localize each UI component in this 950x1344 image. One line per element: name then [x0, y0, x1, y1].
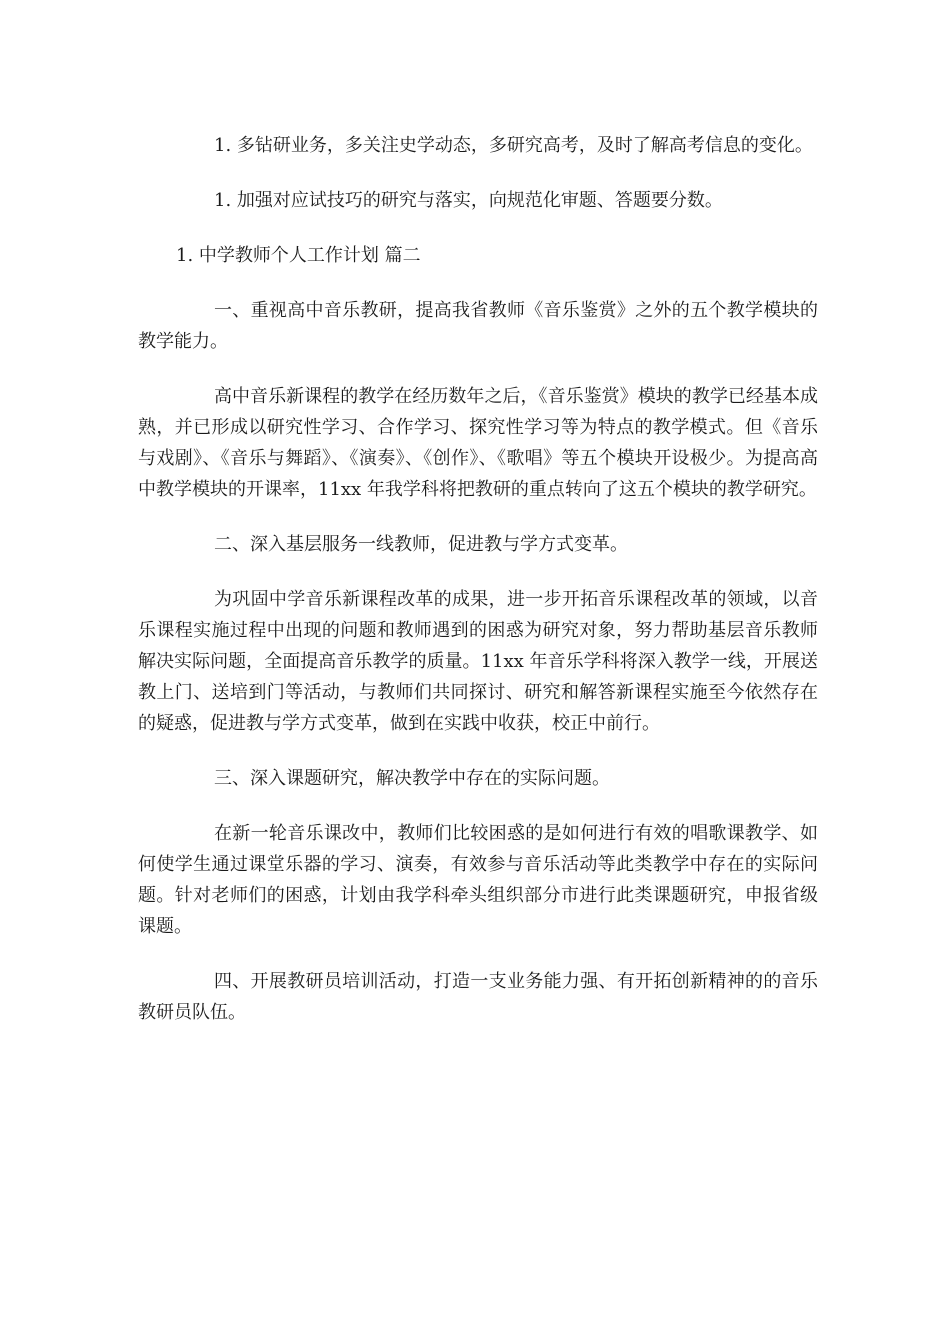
spacer: [138, 357, 818, 381]
spacer: [138, 505, 818, 529]
spacer: [138, 560, 818, 584]
spacer: [138, 271, 818, 295]
spacer: [138, 794, 818, 818]
paragraph-study-business: 1. 多钻研业务，多关注史学动态，多研究高考，及时了解高考信息的变化。: [214, 135, 813, 156]
paragraph-curriculum-modules: 高中音乐新课程的教学在经历数年之后，《音乐鉴赏》模块的教学已经基本成熟，并已形成以研究性学习、合作学习、探究性学习等为特点的教学模式。但《音乐与戏剧》、《音乐与舞蹈》、《演奏》、《创作》、《歌唱》等五个模块开设极少。为提高高中教学模块的开课率，11xx 年我学科将把教研的重点转向了这五个模块的教学研究。: [138, 386, 818, 500]
paragraph-exam-skills: 1. 加强对应试技巧的研究与落实，向规范化审题、答题要分数。: [214, 190, 723, 211]
spacer: [138, 216, 818, 240]
spacer: [138, 739, 818, 763]
spacer: [138, 161, 818, 185]
document-page: [138, 130, 818, 1028]
spacer: [138, 942, 818, 966]
paragraph-point-four: 四、开展教研员培训活动，打造一支业务能力强、有开拓创新精神的的音乐教研员队伍。: [138, 971, 818, 1023]
paragraph-point-two: 二、深入基层服务一线教师，促进教与学方式变革。: [214, 534, 628, 555]
paragraph-point-three: 三、深入课题研究，解决教学中存在的实际问题。: [214, 768, 610, 789]
paragraph-point-one: 一、重视高中音乐教研，提高我省教师《音乐鉴赏》之外的五个教学模块的教学能力。: [138, 300, 818, 352]
paragraph-reform-outreach: 为巩固中学音乐新课程改革的成果，进一步开拓音乐课程改革的领域，以音乐课程实施过程中出现的问题和教师遇到的困惑为研究对象，努力帮助基层音乐教师解决实际问题，全面提高音乐教学的质量。11xx 年音乐学科将深入教学一线，开展送教上门、送培到门等活动，与教师们共同探讨、研究和解答新课程实施至今依然存在的疑惑，促进教与学方式变革，做到在实践中收获，校正中前行。: [138, 589, 818, 734]
section-heading-part-two: 1. 中学教师个人工作计划 篇二: [176, 245, 421, 266]
paragraph-research-topics: 在新一轮音乐课改中，教师们比较困惑的是如何进行有效的唱歌课教学、如何使学生通过课堂乐器的学习、演奏，有效参与音乐活动等此类教学中存在的实际问题。针对老师们的困惑，计划由我学科牵头组织部分市进行此类课题研究，申报省级课题。: [138, 823, 818, 937]
